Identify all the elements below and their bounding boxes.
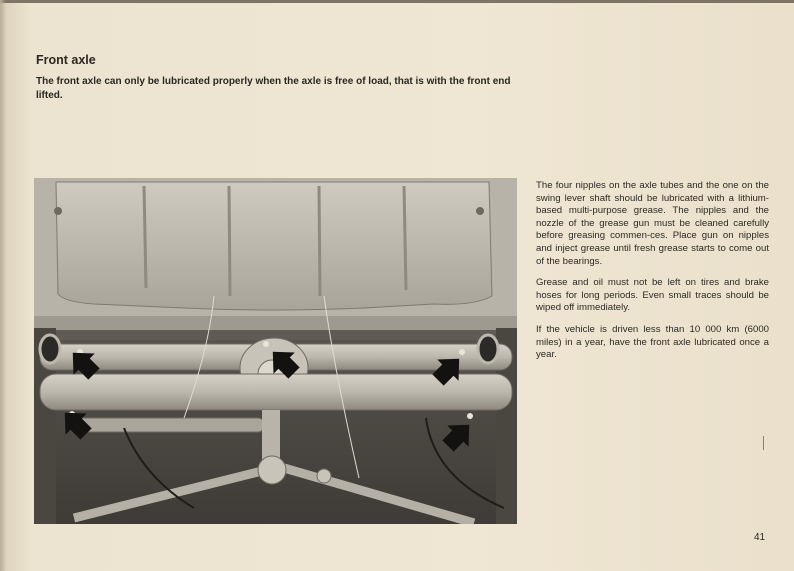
steering-rod <box>74 418 264 432</box>
section-heading: Front axle <box>36 53 96 67</box>
instruction-paragraph: Grease and oil must not be left on tires and brake hoses for long periods. Even small traces should be wiped off immediately. <box>536 277 769 314</box>
grease-nipple-lower-right <box>467 413 473 419</box>
tank-rib-1 <box>144 186 146 288</box>
fuel-tank <box>56 182 492 310</box>
page-gutter-shadow <box>0 0 6 571</box>
grease-nipple-center <box>263 341 269 347</box>
page-number: 41 <box>754 532 766 543</box>
tank-rib-4 <box>404 186 406 290</box>
page-top-edge <box>0 0 794 3</box>
right-tube-end <box>478 335 498 363</box>
tank-rib-2 <box>229 186 230 296</box>
cross-member <box>34 316 517 332</box>
tank-bolt-left <box>54 207 62 215</box>
lubrication-instructions <box>536 180 769 371</box>
front-axle-photo <box>34 178 517 524</box>
section-intro: The front axle can only be lubricated properly when the axle is free of load, that is with the front end lifted. <box>36 76 511 101</box>
pencil-mark <box>763 436 764 450</box>
steering-joint <box>258 456 286 484</box>
left-tube-end <box>40 335 60 363</box>
tie-rod-end <box>317 469 331 483</box>
tank-bolt-right <box>476 207 484 215</box>
instruction-paragraph: If the vehicle is driven less than 10 000 km (6000 miles) in a year, have the front axle lubricated once a year. <box>536 323 769 361</box>
tank-rib-3 <box>319 186 320 296</box>
grease-nipple-upper-right <box>459 349 465 355</box>
instruction-paragraph: The four nipples on the axle tubes and the one on the swing lever shaft should be lubricated with a lithium-based multi-purpose grease. The nipples and the nozzle of the grease gun must be cleaned carefully before greasing commen-ces. Place gun on nipples and inject grease until fresh grease starts to come out of the bearings. <box>536 180 769 267</box>
